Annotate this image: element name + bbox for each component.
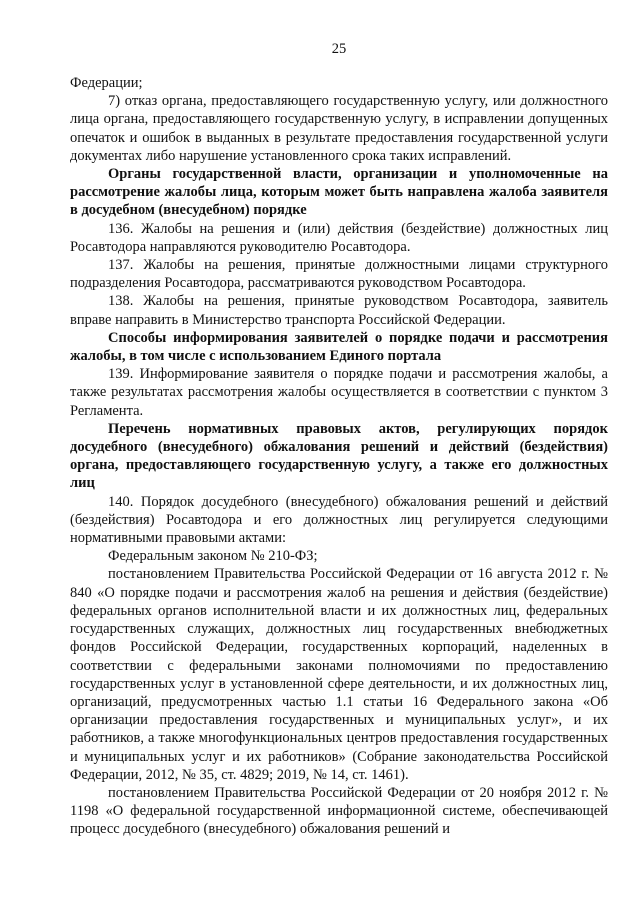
heading-complaint-authorities: Органы государственной власти, организации и уполномоченные на рассмотрение жалобы лица, которым может быть направлена жалоба заявителя в досудебном (внесудебном) порядке [70, 166, 608, 219]
paragraph-136: 136. Жалобы на решения и (или) действия (бездействие) должностных лиц Росавтодора направляются руководителю Росавтодора. [70, 220, 608, 255]
page-number: 25 [331, 41, 347, 57]
paragraph-139: 139. Информирование заявителя о порядке подачи и рассмотрения жалобы, а также результатах рассмотрения жалобы осуществляется в соответствии с пунктом 3 Регламента. [70, 366, 608, 419]
paragraph-federation-end: Федерации; [70, 75, 143, 91]
paragraph-item-7: 7) отказ органа, предоставляющего государственную услугу, или должностного лица органа, предоставляющего государственную услугу, в исправлении допущенных опечаток и ошибок в выданных в результате предоставления государственной услуги документах либо нарушение установленного срока таких исправлений. [70, 93, 608, 164]
paragraph-137: 137. Жалобы на решения, принятые должностными лицами структурного подразделения Росавтодора, рассматриваются руководством Росавтодора. [70, 257, 608, 292]
heading-informing-methods: Способы информирования заявителей о порядке подачи и рассмотрения жалобы, в том числе с использованием Единого портала [70, 329, 608, 365]
paragraph-resolution-840: постановлением Правительства Российской Федерации от 16 августа 2012 г. № 840 «О порядке подачи и рассмотрения жалоб на решения и действия (бездействие) федеральных органов исполнительной власти и их должностных лиц, федеральных государственных служащих, должностных лиц государственных внебюджетных фондов Российской Федерации, государственных корпораций, наделенных в соответствии с федеральными законами полномочиями по предоставлению государственных услуг в установленной сфере деятельности, и их должностных лиц, организаций, предусмотренных частью 1.1 статьи 16 Федерального закона «Об организации предоставления государственных и муниципальных услуг», и их работников, а также многофункциональных центров предоставления государственных и муниципальных услуг и их работников» (Собрание законодательства Российской Федерации, 2012, № 35, ст. 4829; 2019, № 14, ст. 1461). [70, 566, 608, 783]
paragraph-138: 138. Жалобы на решения, принятые руководством Росавтодора, заявитель вправе направить в Министерство транспорта Российской Федерации. [70, 293, 608, 328]
document-page [70, 40, 608, 839]
paragraph-resolution-1198: постановлением Правительства Российской Федерации от 20 ноября 2012 г. № 1198 «О федеральной государственной информационной системе, обеспечивающей процесс досудебного (внесудебного) обжалования решений и [70, 784, 608, 838]
heading-normative-acts: Перечень нормативных правовых актов, регулирующих порядок досудебного (внесудебного) обжалования решений и действий (бездействия) органа, предоставляющего государственную услугу, а также его должностных лиц [70, 420, 608, 492]
paragraph-140: 140. Порядок досудебного (внесудебного) обжалования решений и действий (бездействия) Росавтодора и его должностных лиц регулируется следующими нормативными правовыми актами: [70, 493, 608, 547]
paragraph-federal-law: Федеральным законом № 210-ФЗ; [108, 548, 318, 565]
